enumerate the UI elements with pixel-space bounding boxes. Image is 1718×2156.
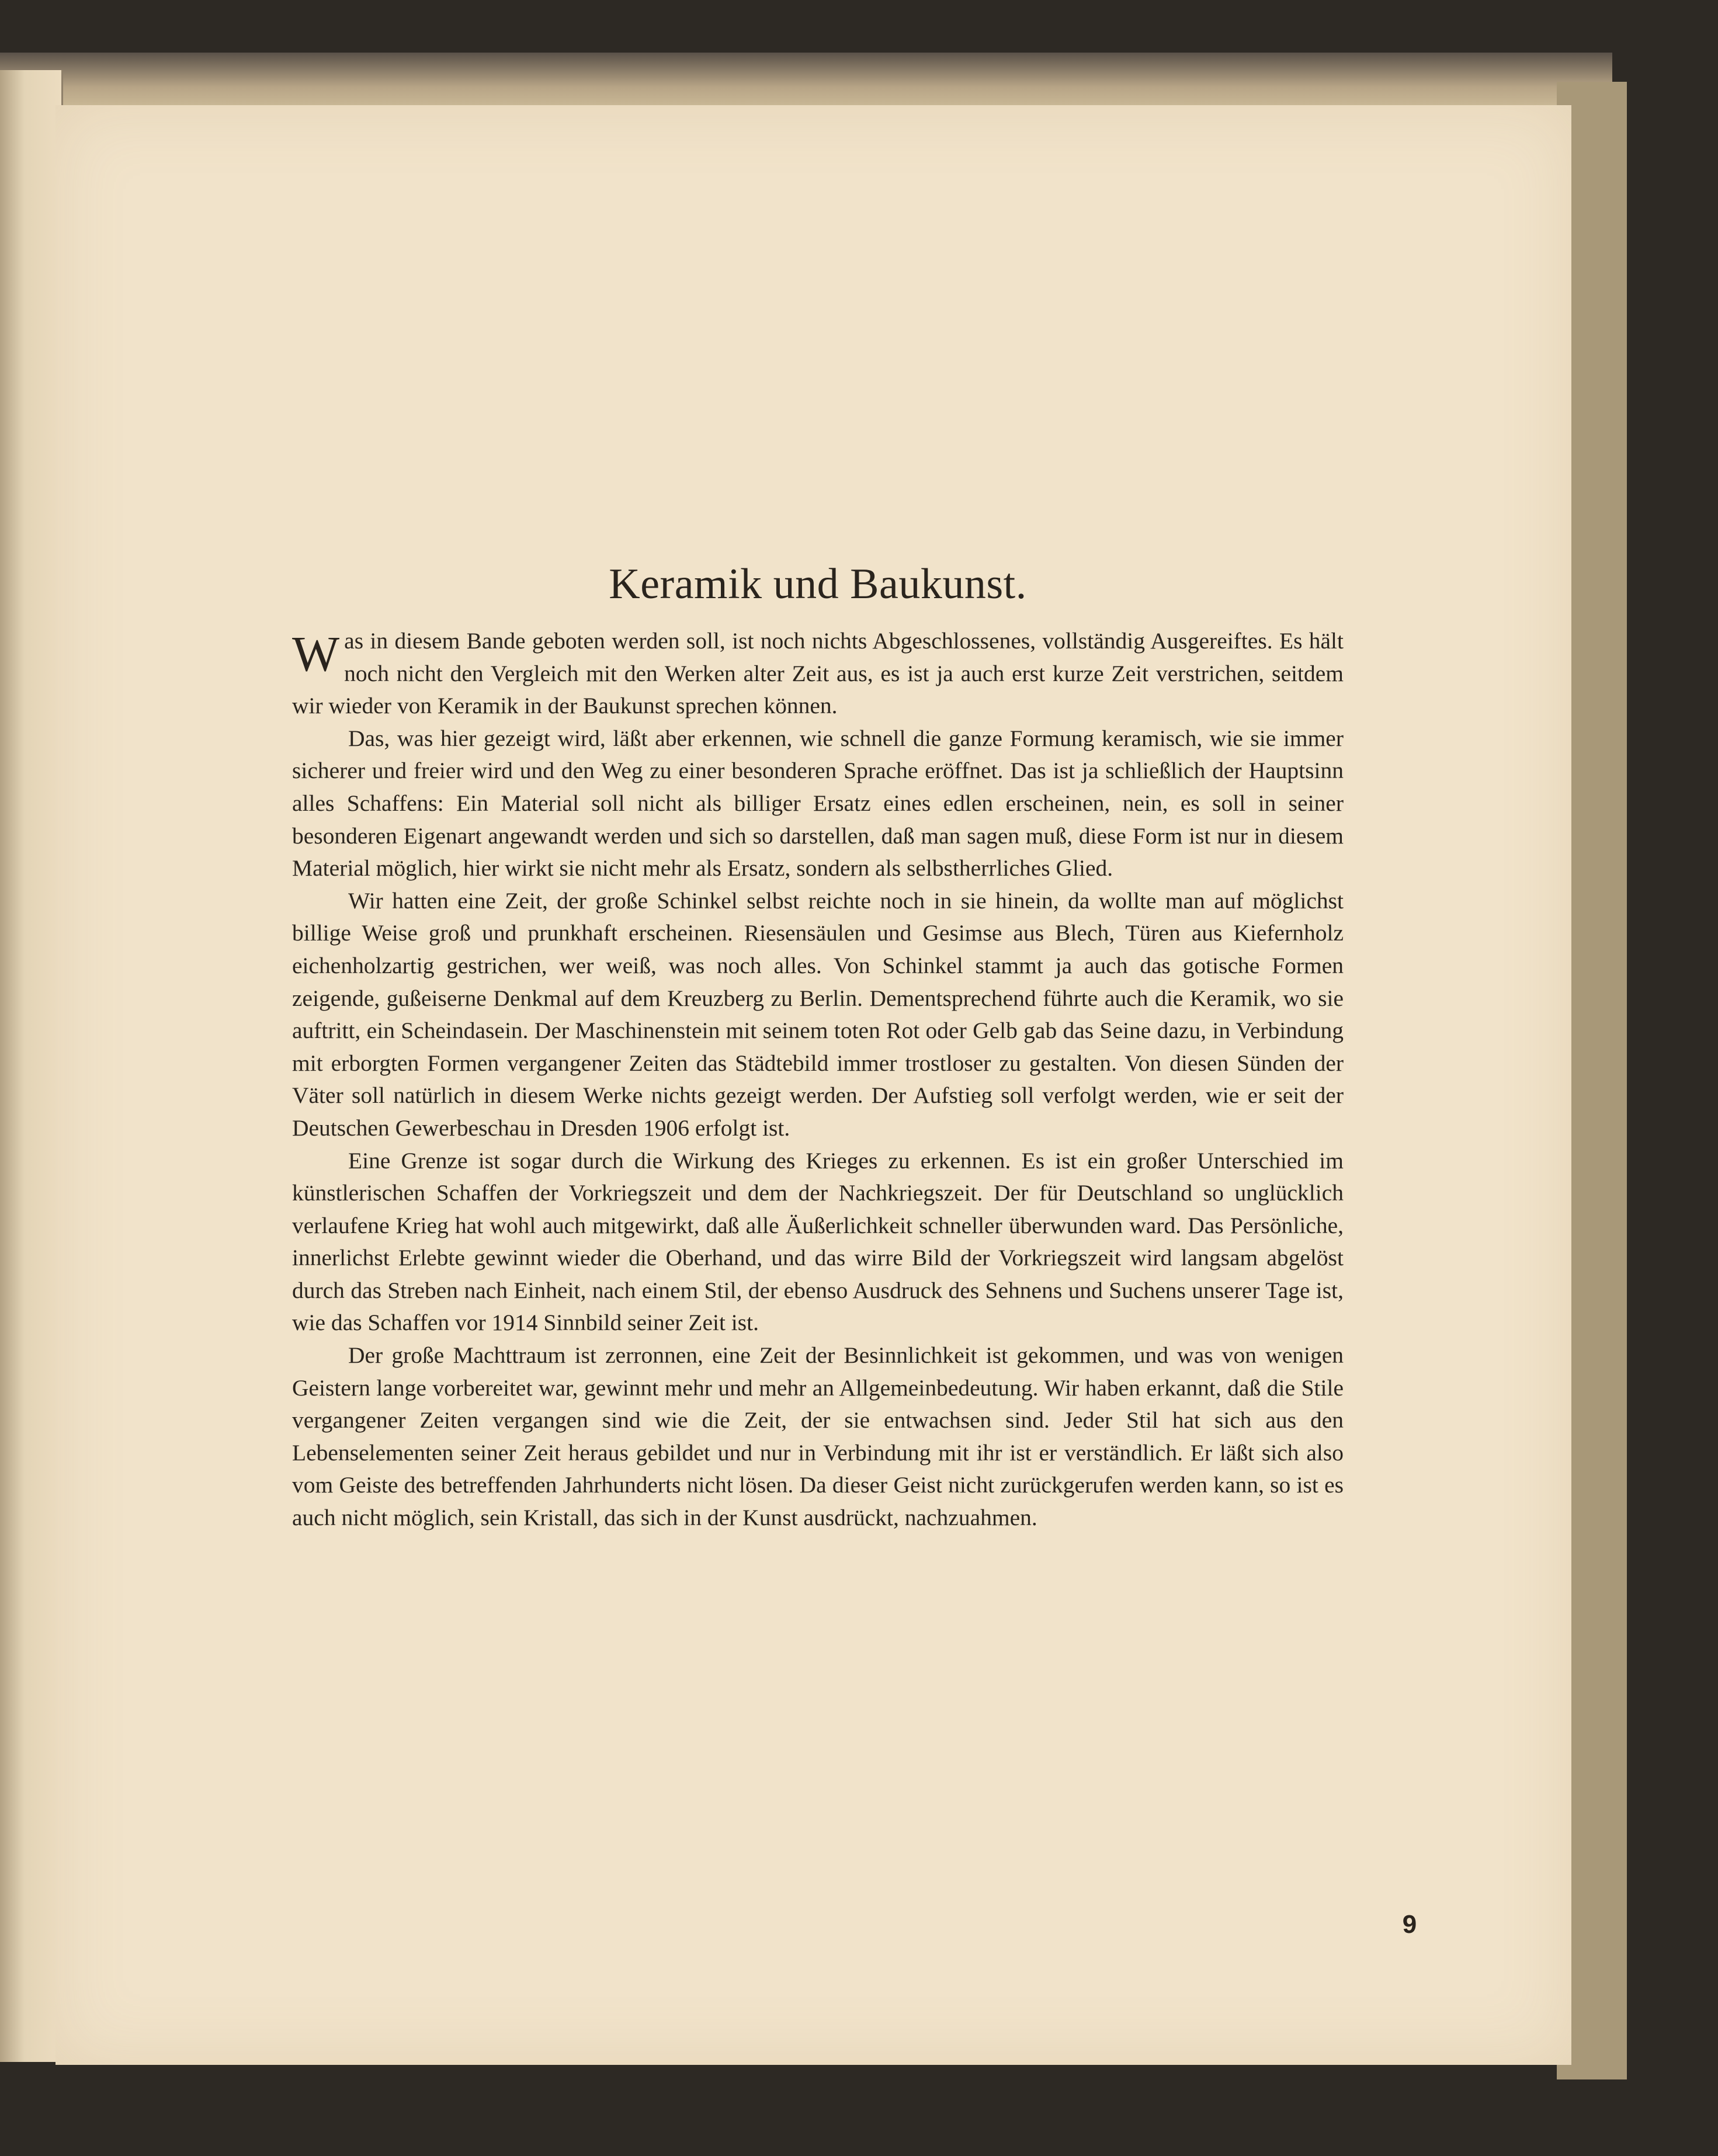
article-body — [292, 561, 1344, 1534]
previous-page-edge — [0, 70, 63, 2062]
paragraph-4: Eine Grenze ist sogar durch die Wirkung des Krieges zu erkennen. Es ist ein großer Unterschied im künstlerischen Schaffen der Vorkriegszeit und dem der Nachkriegszeit. Der für Deutschland so unglücklich verlaufene Krieg hat wohl auch mitgewirkt, daß alle Äußerlichkeit schneller überwunden ward. Das Persönliche, innerlichst Erlebte gewinnt wieder die Oberhand, und das wirre Bild der Vorkriegszeit wird langsam abgelöst durch das Streben nach Einheit, nach einem Stil, der ebenso Ausdruck des Sehnens und Suchens unserer Tage ist, wie das Schaffen vor 1914 Sinnbild seiner Zeit ist. — [292, 1147, 1344, 1336]
paragraph-1 — [292, 625, 1344, 723]
article-title: Keramik und Baukunst. — [609, 560, 1027, 608]
page-number: 9 — [1402, 1910, 1417, 1939]
paragraph-2: Das, was hier gezeigt wird, läßt aber erkennen, wie schnell die ganze Formung keramisch, wie sie immer sicherer und freier wird und den Weg zu einer besonderen Sprache eröffnet. Das ist ja schließlich der Hauptsinn alles Schaffens: Ein Material soll nicht als billiger Ersatz eines edlen erscheinen, nein, es soll in seiner besonderen Eigenart angewandt werden und sich so darstellen, daß man sagen muß, diese Form ist nur in diesem Material möglich, hier wirkt sie nicht mehr als Ersatz, sondern als selbstherrliches Glied. — [292, 725, 1344, 881]
paragraph-5: Der große Machttraum ist zerronnen, eine Zeit der Besinnlichkeit ist gekommen, und was von wenigen Geistern lange vorbereitet war, gewinnt mehr und mehr an Allgemeinbedeutung. Wir haben erkannt, daß die Stile vergangener Zeiten vergangen sind wie die Zeit, der sie entwachsen sind. Jeder Stil hat sich aus den Lebenselementen seiner Zeit heraus gebildet und nur in Verbindung mit ihr ist er verständlich. Er läßt sich also vom Geiste des betreffenden Jahrhunderts nicht lösen. Da dieser Geist nicht zurückgerufen werden kann, so ist es auch nicht möglich, sein Kristall, das sich in der Kunst ausdrückt, nachzuahmen. — [292, 1342, 1344, 1531]
paragraph-3: Wir hatten eine Zeit, der große Schinkel selbst reichte noch in sie hinein, da wollte man auf möglichst billige Weise groß und prunkhaft erscheinen. Riesensäulen und Gesimse aus Blech, Türen aus Kiefernholz eichenholzartig gestrichen, wer weiß, was noch alles. Von Schinkel stammt ja auch das gotische Formen zeigende, gußeiserne Denkmal auf dem Kreuzberg zu Berlin. Dementsprechend führte auch die Keramik, wo sie auftritt, ein Scheindasein. Der Maschinenstein mit seinem toten Rot oder Gelb gab das Seine dazu, in Verbindung mit erborgten Formen vergangener Zeiten das Städtebild immer trostloser zu gestalten. Von diesen Sünden der Väter soll natürlich in diesem Werke nichts gezeigt werden. Der Aufstieg soll verfolgt werden, wie er seit der Deutschen Gewerbeschau in Dresden 1906 erfolgt ist. — [292, 887, 1344, 1141]
book-page — [55, 105, 1571, 2065]
drop-cap: W — [292, 626, 340, 682]
paragraph-1-text: as in diesem Bande geboten werden soll, ist noch nichts Abgeschlossenes, vollständig Ausgereiftes. Es hält noch nicht den Vergleich mit den Werken alter Zeit aus, es ist ja auch erst kurze Zeit verstrichen, seitdem wir wieder von Keramik in der Baukunst sprechen können. — [292, 628, 1344, 719]
